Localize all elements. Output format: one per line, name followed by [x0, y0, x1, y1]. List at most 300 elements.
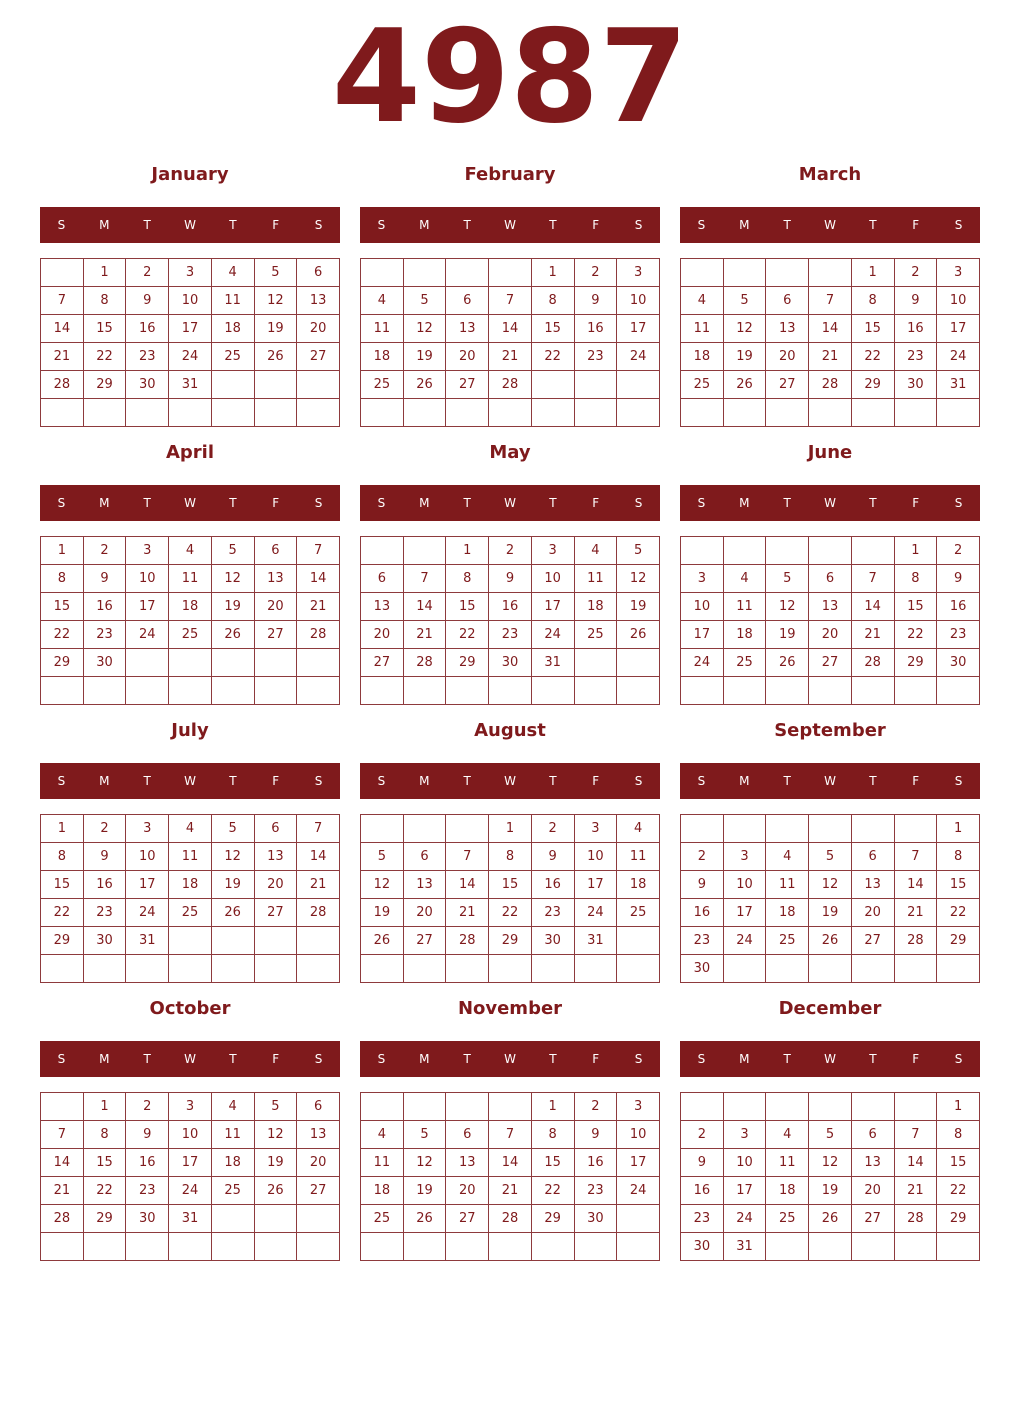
day-cell: 22 — [531, 343, 574, 371]
day-cell: 2 — [937, 537, 980, 565]
week-row — [41, 1093, 340, 1121]
empty-cell — [211, 955, 254, 983]
empty-cell — [41, 955, 84, 983]
empty-cell — [681, 537, 724, 565]
day-cell: 26 — [809, 927, 852, 955]
week-row — [361, 1177, 660, 1205]
day-cell: 31 — [169, 1205, 212, 1233]
weekday-label: T — [783, 774, 791, 788]
empty-cell — [723, 399, 766, 427]
weekday-label: F — [592, 1052, 600, 1066]
day-cell: 20 — [446, 1177, 489, 1205]
weekday-label: F — [592, 774, 600, 788]
day-cell: 15 — [531, 315, 574, 343]
week-row — [681, 1205, 980, 1233]
weekday-label: W — [504, 496, 516, 510]
day-cell: 27 — [446, 371, 489, 399]
empty-cell — [446, 259, 489, 287]
empty-cell — [403, 1233, 446, 1261]
day-cell: 8 — [937, 1121, 980, 1149]
day-cell: 8 — [83, 287, 126, 315]
week-row — [361, 371, 660, 399]
empty-cell — [894, 815, 937, 843]
empty-cell — [851, 1233, 894, 1261]
week-row — [361, 399, 660, 427]
day-cell: 9 — [574, 1121, 617, 1149]
day-cell: 15 — [41, 593, 84, 621]
day-cell: 22 — [83, 1177, 126, 1205]
weekday-label: T — [869, 218, 877, 232]
day-cell: 27 — [297, 343, 340, 371]
day-cell: 6 — [254, 537, 297, 565]
weekday-label: W — [184, 1052, 196, 1066]
week-row — [361, 343, 660, 371]
day-cell: 10 — [574, 843, 617, 871]
day-cell: 21 — [489, 1177, 532, 1205]
day-cell: 18 — [766, 899, 809, 927]
day-cell: 21 — [297, 593, 340, 621]
weekday-label: T — [549, 496, 557, 510]
day-grid — [40, 814, 340, 983]
day-cell: 14 — [41, 315, 84, 343]
day-cell: 20 — [254, 871, 297, 899]
day-cell: 27 — [361, 649, 404, 677]
day-cell: 31 — [169, 371, 212, 399]
day-cell: 28 — [851, 649, 894, 677]
weekday-label: T — [463, 218, 471, 232]
month-name: June — [807, 442, 853, 463]
day-cell: 12 — [403, 1149, 446, 1177]
day-cell: 21 — [894, 1177, 937, 1205]
day-cell: 8 — [83, 1121, 126, 1149]
weekday-label: M — [99, 496, 110, 510]
empty-cell — [297, 677, 340, 705]
day-cell: 16 — [937, 593, 980, 621]
week-row — [681, 1093, 980, 1121]
empty-cell — [446, 677, 489, 705]
empty-cell — [617, 371, 660, 399]
empty-cell — [446, 1233, 489, 1261]
day-cell: 27 — [254, 899, 297, 927]
day-cell: 1 — [894, 537, 937, 565]
day-cell: 29 — [531, 1205, 574, 1233]
weekday-header — [680, 763, 980, 799]
empty-cell — [574, 649, 617, 677]
empty-cell — [617, 955, 660, 983]
day-cell: 5 — [403, 287, 446, 315]
weekday-label: S — [634, 1052, 643, 1066]
day-cell: 22 — [937, 899, 980, 927]
empty-cell — [297, 649, 340, 677]
day-cell: 6 — [446, 1121, 489, 1149]
day-cell: 7 — [41, 287, 84, 315]
empty-cell — [531, 1233, 574, 1261]
day-cell: 18 — [766, 1177, 809, 1205]
day-cell: 5 — [766, 565, 809, 593]
week-row — [41, 287, 340, 315]
empty-cell — [403, 955, 446, 983]
day-cell: 30 — [126, 371, 169, 399]
week-row — [681, 593, 980, 621]
day-cell: 15 — [489, 871, 532, 899]
weekday-label: M — [419, 1052, 430, 1066]
day-cell: 26 — [766, 649, 809, 677]
week-row — [681, 1233, 980, 1261]
empty-cell — [489, 677, 532, 705]
weekday-label: S — [377, 1052, 386, 1066]
day-cell: 20 — [809, 621, 852, 649]
day-cell: 28 — [894, 1205, 937, 1233]
month-name: July — [171, 720, 209, 741]
day-cell: 4 — [211, 259, 254, 287]
weekday-label: T — [229, 1052, 237, 1066]
week-row — [681, 649, 980, 677]
day-cell: 26 — [403, 1205, 446, 1233]
day-cell: 30 — [126, 1205, 169, 1233]
day-cell: 9 — [126, 287, 169, 315]
weekday-label: T — [229, 496, 237, 510]
empty-cell — [446, 815, 489, 843]
day-cell: 3 — [126, 537, 169, 565]
empty-cell — [446, 955, 489, 983]
empty-cell — [681, 399, 724, 427]
empty-cell — [937, 677, 980, 705]
empty-cell — [169, 677, 212, 705]
week-row — [361, 621, 660, 649]
weekday-label: T — [463, 496, 471, 510]
day-cell: 8 — [41, 565, 84, 593]
weekday-header — [40, 207, 340, 243]
empty-cell — [766, 815, 809, 843]
day-cell: 4 — [169, 815, 212, 843]
day-cell: 9 — [894, 287, 937, 315]
weekday-label: T — [783, 496, 791, 510]
day-cell: 7 — [297, 537, 340, 565]
day-cell: 21 — [297, 871, 340, 899]
empty-cell — [41, 1093, 84, 1121]
day-cell: 15 — [937, 1149, 980, 1177]
day-cell: 28 — [894, 927, 937, 955]
empty-cell — [211, 677, 254, 705]
day-cell: 11 — [617, 843, 660, 871]
week-row — [681, 1121, 980, 1149]
day-cell: 12 — [723, 315, 766, 343]
day-cell: 7 — [446, 843, 489, 871]
day-cell: 11 — [169, 843, 212, 871]
day-cell: 21 — [403, 621, 446, 649]
day-cell: 8 — [531, 1121, 574, 1149]
day-cell: 19 — [403, 1177, 446, 1205]
weekday-label: T — [783, 1052, 791, 1066]
empty-cell — [83, 677, 126, 705]
week-row — [681, 315, 980, 343]
week-row — [41, 537, 340, 565]
day-cell: 30 — [531, 927, 574, 955]
day-cell: 14 — [297, 843, 340, 871]
empty-cell — [446, 399, 489, 427]
weekday-label: M — [99, 218, 110, 232]
day-cell: 3 — [723, 1121, 766, 1149]
month-name: October — [149, 998, 231, 1019]
day-cell: 25 — [766, 927, 809, 955]
day-cell: 27 — [809, 649, 852, 677]
weekday-label: M — [739, 774, 750, 788]
day-cell: 12 — [211, 565, 254, 593]
day-cell: 2 — [681, 843, 724, 871]
day-cell: 8 — [41, 843, 84, 871]
day-cell: 13 — [766, 315, 809, 343]
day-cell: 24 — [617, 343, 660, 371]
day-cell: 24 — [937, 343, 980, 371]
day-cell: 9 — [531, 843, 574, 871]
month-name: November — [457, 998, 563, 1019]
day-cell: 13 — [254, 565, 297, 593]
empty-cell — [254, 649, 297, 677]
week-row — [41, 371, 340, 399]
empty-cell — [766, 537, 809, 565]
day-cell: 12 — [211, 843, 254, 871]
day-cell: 26 — [361, 927, 404, 955]
week-row — [361, 927, 660, 955]
weekday-header — [680, 1041, 980, 1077]
weekday-label: S — [57, 774, 66, 788]
day-cell: 11 — [766, 871, 809, 899]
day-cell: 23 — [531, 899, 574, 927]
weekday-label: T — [549, 774, 557, 788]
day-cell: 25 — [723, 649, 766, 677]
day-cell: 6 — [851, 843, 894, 871]
day-cell: 7 — [297, 815, 340, 843]
day-cell: 11 — [211, 1121, 254, 1149]
empty-cell — [809, 1233, 852, 1261]
day-cell: 10 — [169, 1121, 212, 1149]
day-cell: 19 — [723, 343, 766, 371]
day-cell: 25 — [361, 371, 404, 399]
day-cell: 29 — [894, 649, 937, 677]
day-cell: 17 — [617, 315, 660, 343]
day-cell: 1 — [83, 259, 126, 287]
month-name: March — [798, 164, 862, 185]
week-row — [681, 1177, 980, 1205]
empty-cell — [894, 1233, 937, 1261]
empty-cell — [531, 371, 574, 399]
empty-cell — [894, 677, 937, 705]
empty-cell — [766, 259, 809, 287]
day-cell: 2 — [574, 259, 617, 287]
day-cell: 26 — [254, 1177, 297, 1205]
day-cell: 15 — [41, 871, 84, 899]
week-row — [41, 621, 340, 649]
day-cell: 25 — [169, 621, 212, 649]
empty-cell — [403, 1093, 446, 1121]
day-cell: 9 — [681, 871, 724, 899]
weekday-label: F — [592, 496, 600, 510]
weekday-header — [680, 485, 980, 521]
week-row — [361, 843, 660, 871]
empty-cell — [617, 677, 660, 705]
weekday-label: W — [824, 218, 836, 232]
day-cell: 10 — [169, 287, 212, 315]
day-cell: 24 — [681, 649, 724, 677]
empty-cell — [681, 815, 724, 843]
day-cell: 2 — [126, 1093, 169, 1121]
day-cell: 22 — [489, 899, 532, 927]
day-cell: 14 — [489, 315, 532, 343]
weekday-label: W — [824, 774, 836, 788]
week-row — [41, 1177, 340, 1205]
week-row — [361, 259, 660, 287]
day-cell: 20 — [446, 343, 489, 371]
day-cell: 6 — [766, 287, 809, 315]
day-cell: 5 — [809, 843, 852, 871]
day-cell: 8 — [894, 565, 937, 593]
weekday-label: T — [143, 218, 151, 232]
empty-cell — [766, 677, 809, 705]
day-cell: 17 — [723, 899, 766, 927]
day-cell: 19 — [254, 315, 297, 343]
day-cell: 1 — [531, 259, 574, 287]
weekday-label: T — [143, 774, 151, 788]
day-cell: 29 — [851, 371, 894, 399]
empty-cell — [766, 1233, 809, 1261]
day-cell: 13 — [361, 593, 404, 621]
week-row — [681, 537, 980, 565]
day-cell: 26 — [211, 621, 254, 649]
week-row — [361, 815, 660, 843]
empty-cell — [254, 1205, 297, 1233]
empty-cell — [254, 927, 297, 955]
day-cell: 29 — [937, 1205, 980, 1233]
empty-cell — [297, 1205, 340, 1233]
day-cell: 14 — [41, 1149, 84, 1177]
empty-cell — [617, 399, 660, 427]
day-cell: 29 — [41, 927, 84, 955]
day-cell: 18 — [723, 621, 766, 649]
empty-cell — [169, 399, 212, 427]
empty-cell — [211, 649, 254, 677]
day-cell: 26 — [723, 371, 766, 399]
day-grid — [360, 814, 660, 983]
day-cell: 31 — [531, 649, 574, 677]
week-row — [41, 871, 340, 899]
empty-cell — [254, 371, 297, 399]
day-cell: 23 — [681, 1205, 724, 1233]
empty-cell — [446, 1093, 489, 1121]
empty-cell — [617, 927, 660, 955]
weekday-label: M — [739, 218, 750, 232]
weekday-label: S — [954, 496, 963, 510]
day-cell: 5 — [254, 1093, 297, 1121]
day-cell: 13 — [851, 871, 894, 899]
day-cell: 25 — [211, 1177, 254, 1205]
day-cell: 30 — [83, 649, 126, 677]
year-title: 4987 — [331, 3, 689, 152]
day-cell: 28 — [41, 371, 84, 399]
day-cell: 4 — [361, 287, 404, 315]
day-cell: 23 — [489, 621, 532, 649]
day-cell: 20 — [766, 343, 809, 371]
weekday-label: T — [783, 218, 791, 232]
day-cell: 29 — [489, 927, 532, 955]
day-cell: 20 — [851, 1177, 894, 1205]
empty-cell — [83, 399, 126, 427]
day-cell: 5 — [403, 1121, 446, 1149]
empty-cell — [403, 399, 446, 427]
day-cell: 25 — [361, 1205, 404, 1233]
weekday-label: T — [463, 1052, 471, 1066]
day-cell: 17 — [169, 1149, 212, 1177]
day-cell: 16 — [681, 899, 724, 927]
day-cell: 25 — [574, 621, 617, 649]
empty-cell — [361, 1233, 404, 1261]
weekday-label: T — [869, 774, 877, 788]
day-cell: 11 — [723, 593, 766, 621]
day-cell: 20 — [297, 315, 340, 343]
day-cell: 10 — [126, 565, 169, 593]
day-cell: 19 — [809, 1177, 852, 1205]
month-name: December — [778, 998, 882, 1019]
day-cell: 30 — [894, 371, 937, 399]
day-grid — [360, 1092, 660, 1261]
day-cell: 23 — [937, 621, 980, 649]
day-cell: 7 — [489, 287, 532, 315]
weekday-label: T — [463, 774, 471, 788]
empty-cell — [41, 259, 84, 287]
day-cell: 10 — [531, 565, 574, 593]
day-cell: 22 — [894, 621, 937, 649]
day-cell: 7 — [894, 1121, 937, 1149]
weekday-label: S — [954, 774, 963, 788]
day-cell: 10 — [937, 287, 980, 315]
weekday-label: M — [419, 218, 430, 232]
empty-cell — [574, 1233, 617, 1261]
empty-cell — [851, 399, 894, 427]
day-cell: 14 — [446, 871, 489, 899]
day-cell: 23 — [83, 899, 126, 927]
empty-cell — [211, 927, 254, 955]
day-cell: 13 — [254, 843, 297, 871]
day-cell: 9 — [937, 565, 980, 593]
weekday-label: S — [377, 774, 386, 788]
day-cell: 7 — [894, 843, 937, 871]
week-row — [361, 955, 660, 983]
weekday-header — [360, 763, 660, 799]
day-cell: 12 — [809, 1149, 852, 1177]
day-cell: 16 — [126, 315, 169, 343]
empty-cell — [574, 399, 617, 427]
day-cell: 24 — [723, 927, 766, 955]
day-cell: 10 — [617, 287, 660, 315]
day-cell: 14 — [489, 1149, 532, 1177]
day-cell: 3 — [169, 1093, 212, 1121]
day-cell: 3 — [169, 259, 212, 287]
day-cell: 9 — [681, 1149, 724, 1177]
day-cell: 25 — [617, 899, 660, 927]
empty-cell — [937, 399, 980, 427]
week-row — [681, 927, 980, 955]
day-cell: 18 — [361, 1177, 404, 1205]
day-cell: 2 — [574, 1093, 617, 1121]
day-cell: 17 — [937, 315, 980, 343]
day-cell: 27 — [851, 1205, 894, 1233]
day-cell: 20 — [297, 1149, 340, 1177]
day-cell: 5 — [254, 259, 297, 287]
day-cell: 10 — [126, 843, 169, 871]
day-cell: 6 — [297, 259, 340, 287]
day-cell: 30 — [83, 927, 126, 955]
day-cell: 4 — [574, 537, 617, 565]
weekday-label: S — [697, 774, 706, 788]
